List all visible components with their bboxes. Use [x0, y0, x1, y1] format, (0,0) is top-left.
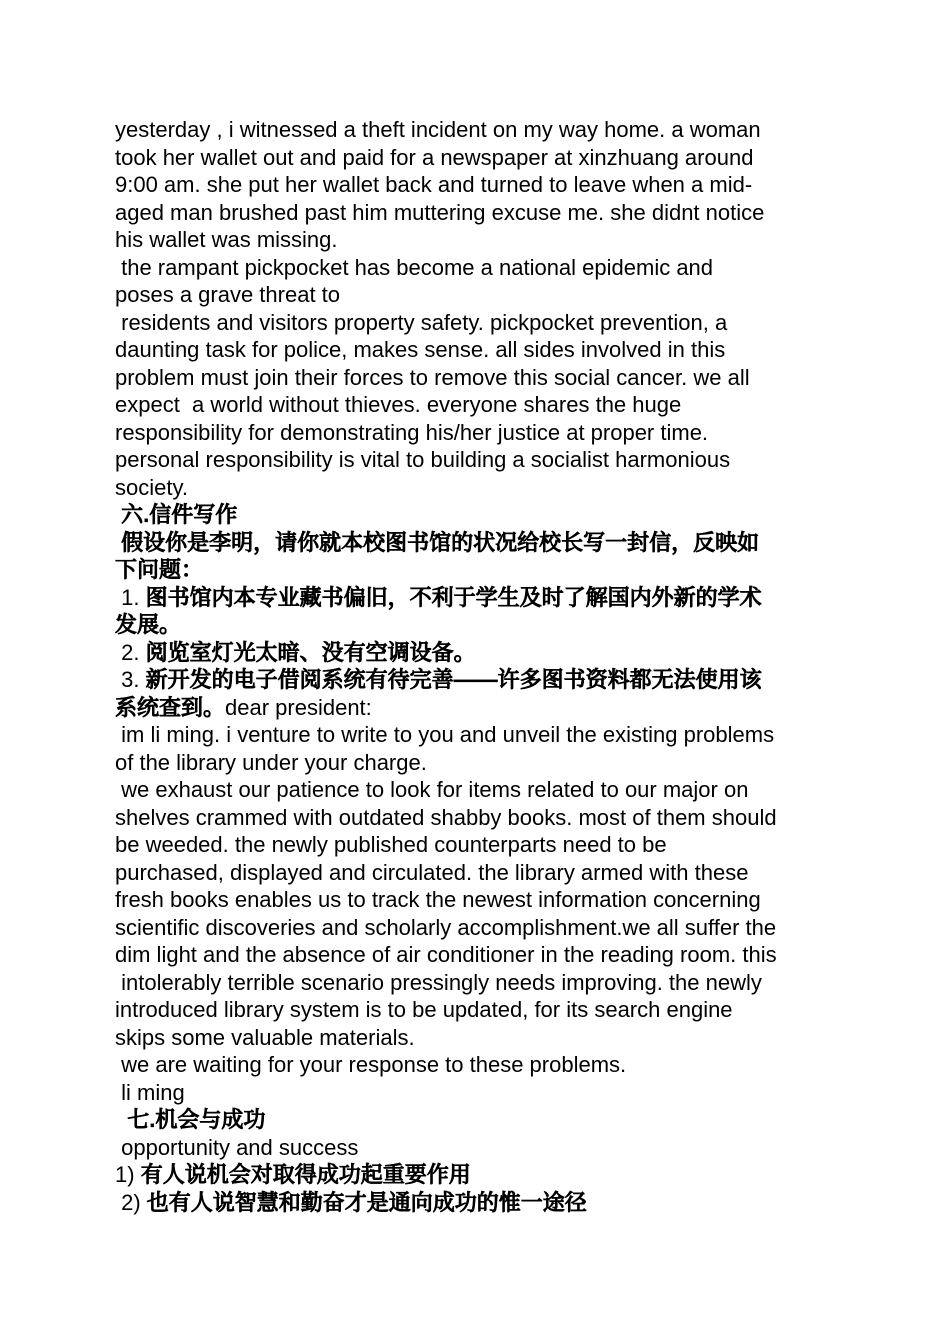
item-number: 2) [115, 1189, 147, 1215]
section-6-item-2 [115, 639, 837, 667]
body-text-line: took her wallet out and paid for a newspaper at xinzhuang around [115, 144, 754, 170]
item-text: 系统查到。 [115, 694, 226, 720]
section-6-prompt-line: 下问题： [115, 557, 204, 582]
body-text-line: problem must join their forces to remove this social cancer. we all [115, 364, 750, 390]
section-6-item-1-continued: 发展。 [115, 612, 182, 637]
item-text: 有人说机会对取得成功起重要作用 [140, 1162, 471, 1187]
body-text-line: personal responsibility is vital to building a socialist harmonious [115, 447, 731, 472]
body-text-line: poses a grave threat to [115, 282, 341, 307]
letter-line: of the library under your charge. [115, 749, 427, 775]
item-number: 1) [115, 1162, 141, 1187]
letter-line: scientific discoveries and scholarly accomplishment.we all suffer the [115, 914, 777, 940]
section-6-prompt-line: 假设你是李明，请你就本校图书馆的状况给校长写一封信，反映如 [115, 529, 760, 555]
letter-line: im li ming. i venture to write to you and unveil the existing problems [115, 722, 775, 747]
body-text-line: responsibility for demonstrating his/her justice at proper time. [115, 419, 709, 445]
section-6-heading: 六.信件写作 [115, 502, 238, 527]
section-7-subtitle: opportunity and success [115, 1134, 359, 1160]
section-6-item-3-continued [115, 694, 837, 722]
item-text: 图书馆内本专业藏书偏旧，不利于学生及时了解国内外新的学术 [145, 584, 762, 610]
letter-line: be weeded. the newly published counterparts need to be [115, 832, 667, 857]
letter-line: shelves crammed with outdated shabby books. most of them should [115, 804, 777, 830]
letter-line: skips some valuable materials. [115, 1024, 415, 1050]
letter-line: we exhaust our patience to look for items related to our major on [115, 777, 749, 802]
section-6-item-1 [115, 584, 837, 612]
item-number: 1. [115, 584, 146, 610]
letter-line: intolerably terrible scenario pressingly needs improving. the newly [115, 969, 762, 995]
letter-line: dim light and the absence of air conditioner in the reading room. this [115, 942, 777, 967]
body-text-line: the rampant pickpocket has become a national epidemic and [115, 254, 714, 280]
item-text: 新开发的电子借阅系统有待完善 [145, 667, 454, 692]
document-page [115, 116, 837, 1216]
body-text-line: residents and visitors property safety. pickpocket prevention, a [115, 309, 728, 335]
item-text: 许多图书资料都无法使用该 [497, 667, 762, 692]
body-text-line: expect a world without thieves. everyone shares the huge [115, 392, 682, 417]
section-6-item-3 [115, 666, 837, 694]
letter-line: fresh books enables us to track the newest information concerning [115, 887, 761, 912]
section-7-item-2 [115, 1189, 837, 1217]
letter-salutation: dear president: [225, 694, 372, 720]
section-7-item-1 [115, 1161, 837, 1189]
body-text-line: aged man brushed past him muttering excuse me. she didnt notice [115, 199, 765, 225]
letter-line: purchased, displayed and circulated. the library armed with these [115, 859, 749, 885]
letter-line: we are waiting for your response to these problems. [115, 1052, 627, 1077]
em-dash: —— [453, 667, 498, 692]
letter-line: introduced library system is to be updated, for its search engine [115, 997, 733, 1022]
letter-signature: li ming [115, 1079, 185, 1105]
body-text-line: 9:00 am. she put her wallet back and turned to leave when a mid- [115, 172, 753, 197]
item-number: 3. [115, 667, 146, 692]
item-text: 也有人说智慧和勤奋才是通向成功的惟一途径 [146, 1189, 587, 1215]
body-text-line: yesterday , i witnessed a theft incident on my way home. a woman [115, 117, 761, 142]
body-text-line: his wallet was missing. [115, 227, 338, 252]
item-text: 阅览室灯光太暗、没有空调设备。 [145, 639, 476, 665]
body-text-line: daunting task for police, makes sense. all sides involved in this [115, 337, 726, 362]
item-number: 2. [115, 639, 146, 665]
section-7-heading: 七.机会与成功 [115, 1107, 266, 1132]
body-text-line: society. [115, 474, 188, 500]
